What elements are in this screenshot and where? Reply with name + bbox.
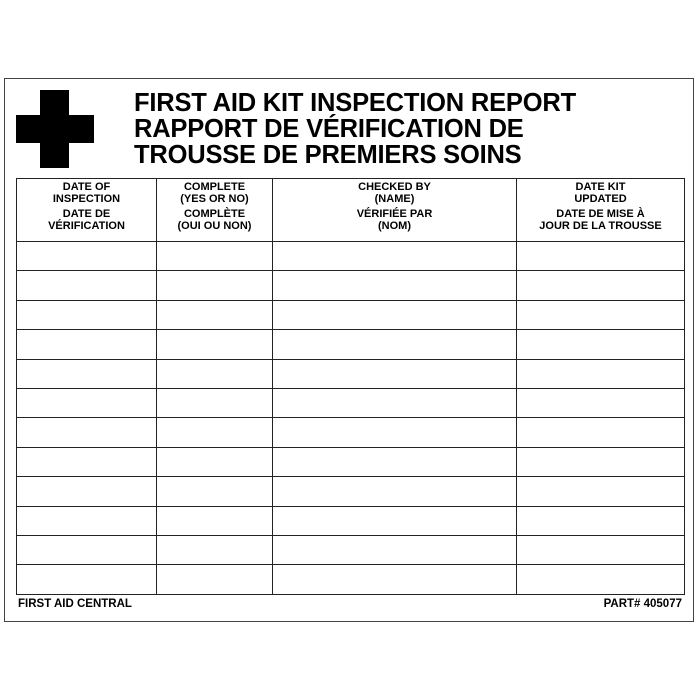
table-body <box>17 242 685 595</box>
table-cell[interactable] <box>517 389 685 418</box>
table-cell[interactable] <box>273 565 517 595</box>
table-cell[interactable] <box>273 359 517 388</box>
table-cell[interactable] <box>517 418 685 447</box>
title-line-french-2: TROUSSE DE PREMIERS SOINS <box>134 141 522 169</box>
title-line-english: FIRST AID KIT INSPECTION REPORT <box>134 89 576 117</box>
table-cell[interactable] <box>157 242 273 271</box>
inspection-table <box>16 178 685 595</box>
table-row <box>17 447 685 476</box>
header-english: CHECKED BY (NAME) <box>358 181 431 205</box>
table-cell[interactable] <box>157 565 273 595</box>
table-cell[interactable] <box>517 271 685 300</box>
header-french: VÉRIFIÉE PAR (NOM) <box>356 208 433 232</box>
table-cell[interactable] <box>17 418 157 447</box>
table-cell[interactable] <box>273 330 517 359</box>
table-cell[interactable] <box>17 359 157 388</box>
table-cell[interactable] <box>273 477 517 506</box>
table-cell[interactable] <box>273 300 517 329</box>
table-row <box>17 359 685 388</box>
table-cell[interactable] <box>17 271 157 300</box>
table-cell[interactable] <box>273 447 517 476</box>
table-cell[interactable] <box>517 300 685 329</box>
table-cell[interactable] <box>17 330 157 359</box>
table-cell[interactable] <box>17 565 157 595</box>
table-cell[interactable] <box>157 389 273 418</box>
header-english: COMPLETE (YES OR NO) <box>180 181 249 205</box>
table-cell[interactable] <box>273 418 517 447</box>
table-cell[interactable] <box>273 536 517 565</box>
header-french: DATE DE VÉRIFICATION <box>48 208 125 232</box>
table-cell[interactable] <box>273 271 517 300</box>
table-cell[interactable] <box>517 242 685 271</box>
table-cell[interactable] <box>157 300 273 329</box>
table-row <box>17 418 685 447</box>
table-cell[interactable] <box>157 536 273 565</box>
header-french: COMPLÈTE (OUI OU NON) <box>177 208 252 232</box>
table-cell[interactable] <box>157 359 273 388</box>
table-cell[interactable] <box>157 418 273 447</box>
table-cell[interactable] <box>273 242 517 271</box>
column-header-complete <box>157 179 273 242</box>
part-number: PART# 405077 <box>603 598 682 610</box>
column-header-date-kit-updated <box>517 179 685 242</box>
table-row <box>17 506 685 535</box>
table-cell[interactable] <box>17 242 157 271</box>
table-cell[interactable] <box>17 536 157 565</box>
table-header-row <box>17 179 685 242</box>
title-line-french-1: RAPPORT DE VÉRIFICATION DE <box>134 115 524 143</box>
table-row <box>17 565 685 595</box>
table-cell[interactable] <box>273 389 517 418</box>
header-english: DATE KIT UPDATED <box>574 181 627 205</box>
table-cell[interactable] <box>157 506 273 535</box>
table-cell[interactable] <box>273 506 517 535</box>
table-cell[interactable] <box>517 330 685 359</box>
table-cell[interactable] <box>17 506 157 535</box>
table-cell[interactable] <box>17 389 157 418</box>
table-row <box>17 389 685 418</box>
table-row <box>17 242 685 271</box>
table-cell[interactable] <box>517 565 685 595</box>
table-cell[interactable] <box>157 477 273 506</box>
table-cell[interactable] <box>157 330 273 359</box>
brand-label: FIRST AID CENTRAL <box>18 598 132 610</box>
table-row <box>17 300 685 329</box>
table-cell[interactable] <box>517 506 685 535</box>
table-row <box>17 330 685 359</box>
table-cell[interactable] <box>17 477 157 506</box>
header-english: DATE OF INSPECTION <box>52 181 121 205</box>
table-cell[interactable] <box>157 271 273 300</box>
table-cell[interactable] <box>517 477 685 506</box>
table-cell[interactable] <box>517 447 685 476</box>
cross-horizontal-bar <box>16 115 94 143</box>
report-title <box>134 90 576 168</box>
table-row <box>17 477 685 506</box>
table-cell[interactable] <box>157 447 273 476</box>
header-french: DATE DE MISE À JOUR DE LA TROUSSE <box>539 208 662 232</box>
column-header-checked-by <box>273 179 517 242</box>
table-cell[interactable] <box>517 359 685 388</box>
first-aid-cross-icon <box>16 90 94 168</box>
table-row <box>17 536 685 565</box>
table-row <box>17 271 685 300</box>
table-cell[interactable] <box>517 536 685 565</box>
column-header-date-of-inspection <box>17 179 157 242</box>
table-cell[interactable] <box>17 447 157 476</box>
table-cell[interactable] <box>17 300 157 329</box>
